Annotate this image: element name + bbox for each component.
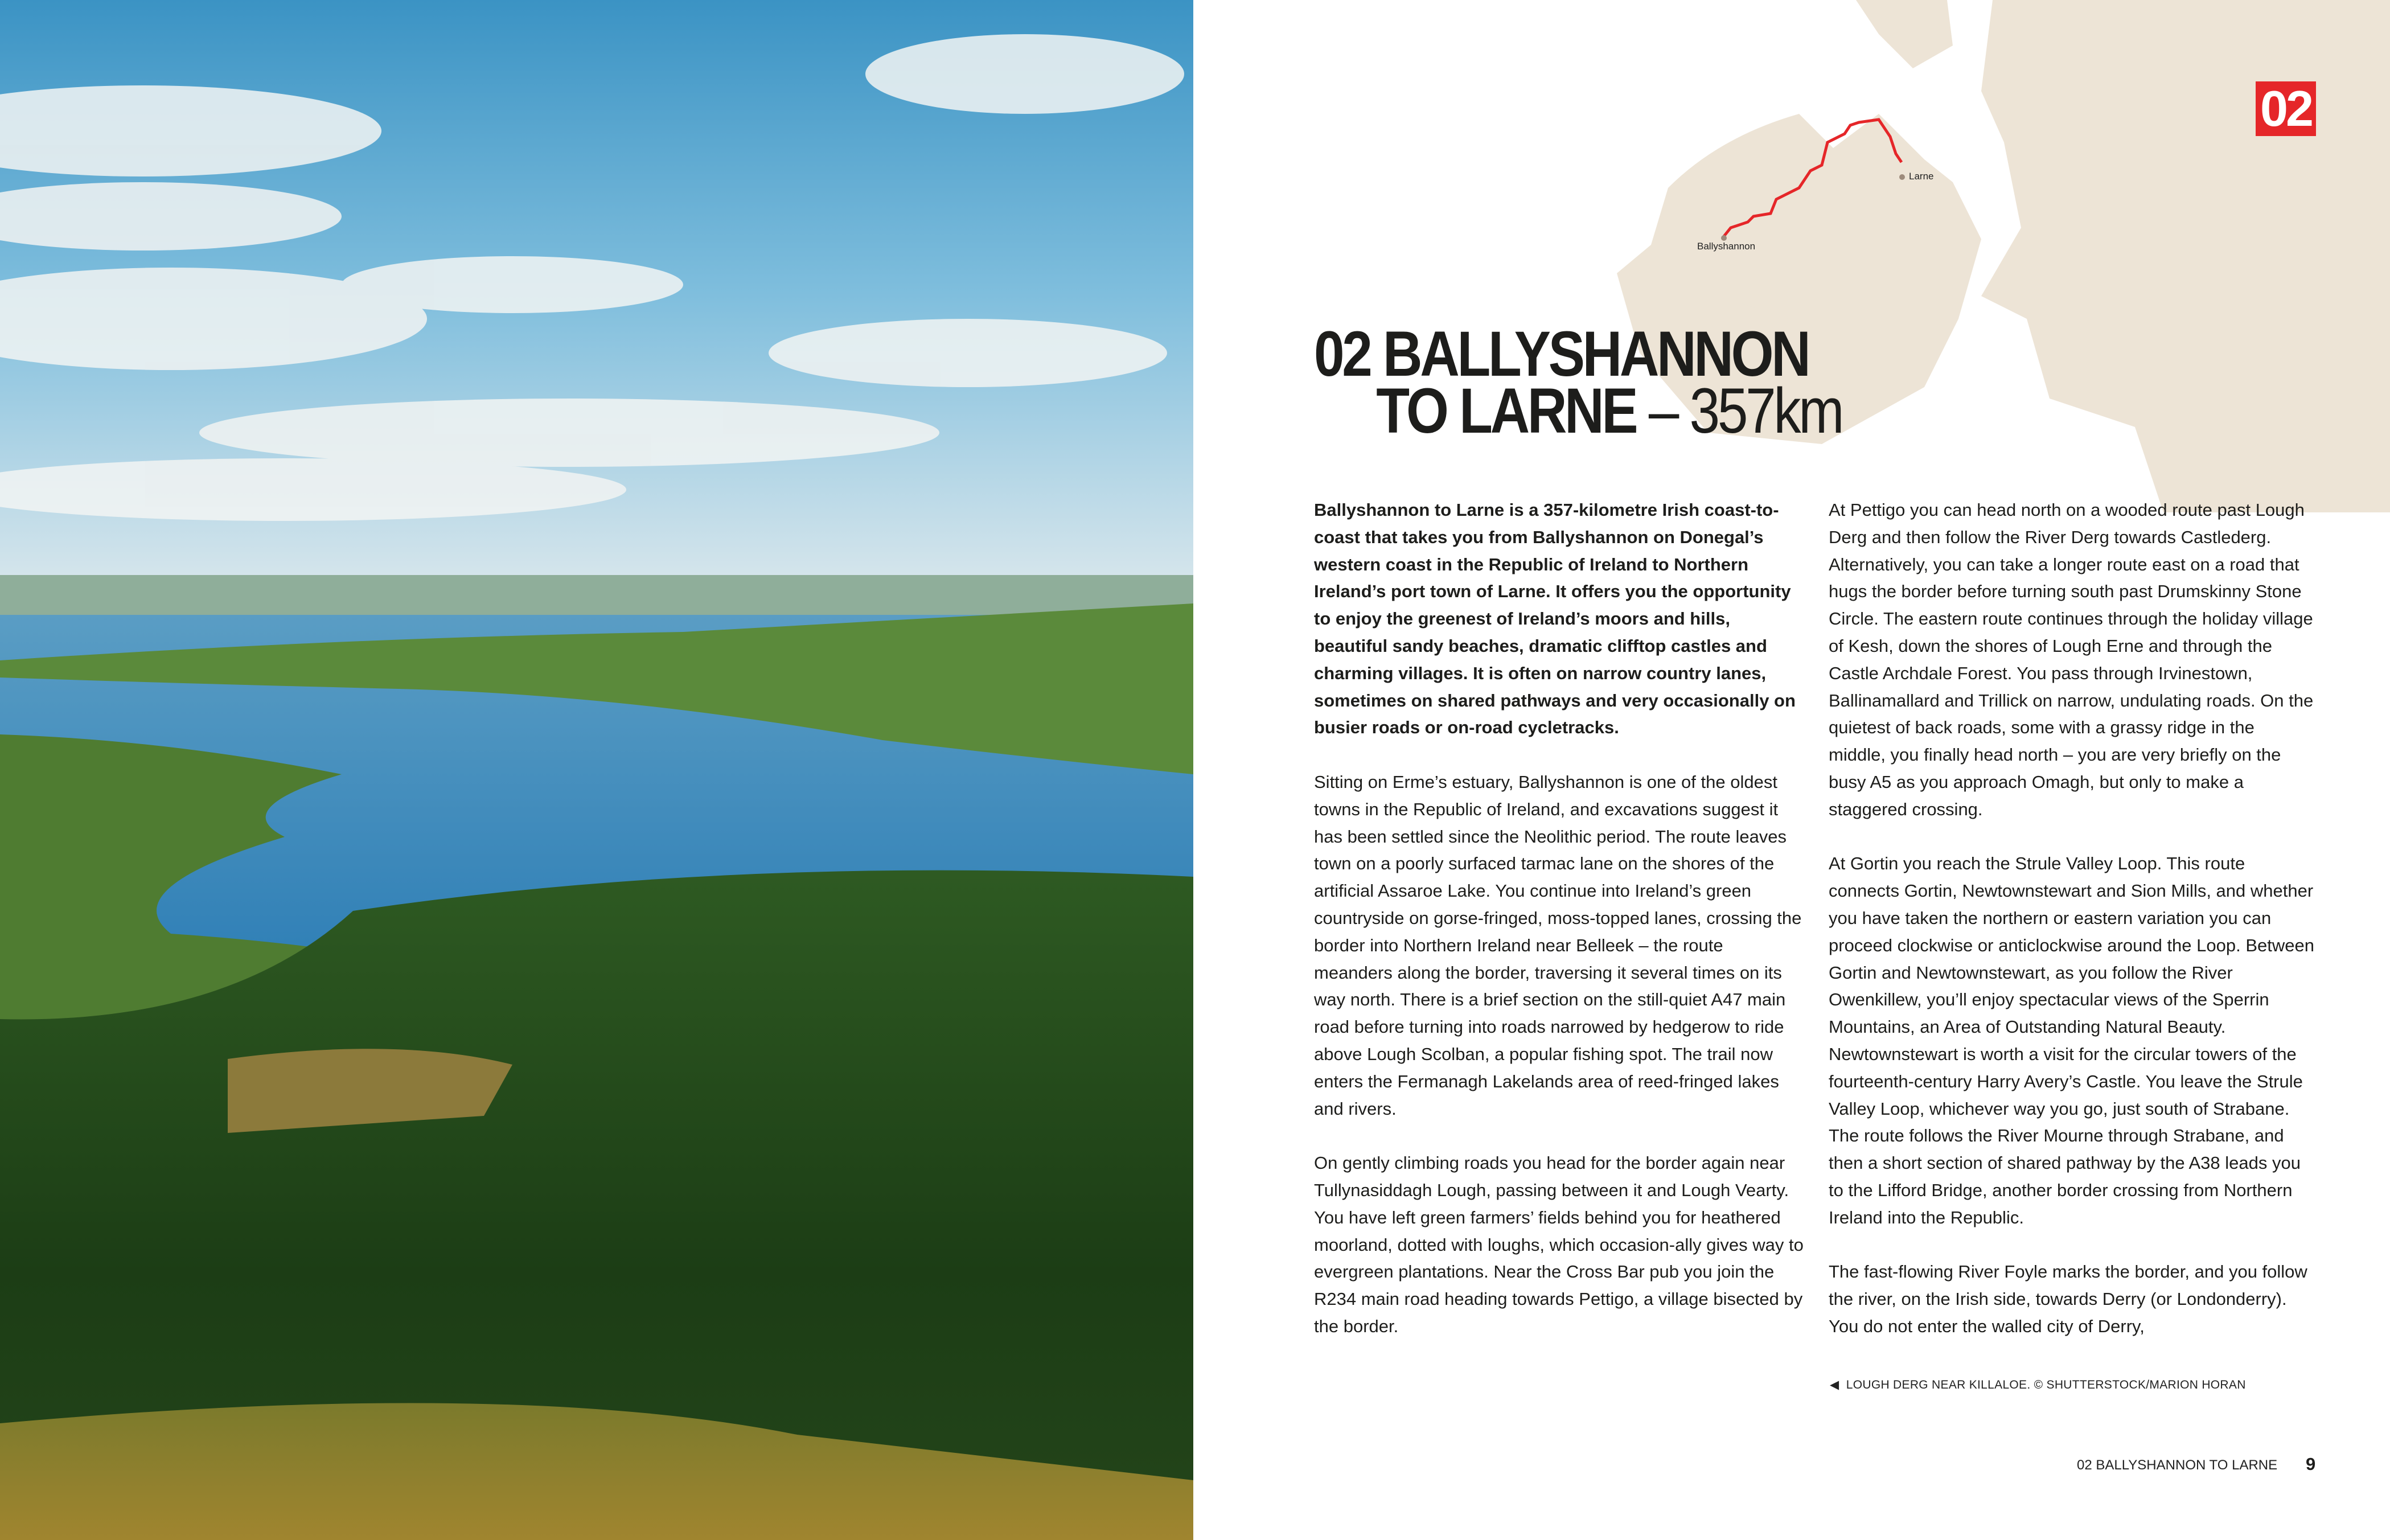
- lead-paragraph: Ballyshannon to Larne is a 357-kilometre Irish coast-to-coast that takes you from Ballyshannon on Donegal’s western coast in the Republic of Ireland to Northern Ireland’s port town of Larne. It offers you the opportunity to enjoy the greenest of Ireland’s moors and hills, beautiful sandy beaches, dramatic clifftop castles and charming villages. It is often on narrow country lanes, sometimes on shared pathways and very occasionally on busier roads or on-road cycletracks.: [1314, 500, 1796, 738]
- caption-text: LOUGH DERG NEAR KILLALOE. © SHUTTERSTOCK/MARION HORAN: [1846, 1378, 2246, 1391]
- arrow-left-icon: ◀: [1830, 1378, 1839, 1391]
- paragraph: On gently climbing roads you head for the border again near Tullynasiddagh Lough, passing between it and Lough Vearty. You have left green farmers’ fields behind you for heathered moorland, dotted with loughs, which occasion-ally gives way to evergreen plantations. Near the Cross Bar pub you join the R234 main road heading towards Pettigo, a village bisected by the border.: [1314, 1153, 1804, 1336]
- running-head: 02 BALLYSHANNON TO LARNE: [2077, 1457, 2278, 1473]
- title-distance: – 357km: [1648, 375, 1842, 446]
- lough-derg-photo: [0, 0, 1193, 1540]
- paragraph: At Pettigo you can head north on a wooded route past Lough Derg and then follow the River Derg towards Castlederg. Alternatively, you can take a longer route east on a road that hugs the border before turning south past Drumskinny Stone Circle. The eastern route continues through the holiday village of Kesh, down the shores of Lough Erne and through the Castle Archdale Forest. You pass through Irvinestown, Ballinamallard and Trillick on narrow, undulating roads. On the quietest of back roads, some with a grassy ridge in the middle, you finally head north – you are very briefly on the busy A5 as you approach Omagh, but only to make a staggered crossing.: [1829, 500, 2314, 819]
- paragraph: At Gortin you reach the Strule Valley Loop. This route connects Gortin, Newtownstewart and Sion Mills, and whether you have taken the northern or eastern variation you can proceed clockwise or anticlockwise around the Loop. Between Gortin and Newtownstewart, as you follow the River Owenkillew, you’ll enjoy spectacular views of the Sperrin Mountains, an Area of Outstanding Natural Beauty. Newtownstewart is worth a visit for the circular towers of the fourteenth-century Harry Avery’s Castle. You leave the Strule Valley Loop, whichever way you go, just south of Strabane. The route follows the River Mourne through Strabane, and then a short section of shared pathway by the A38 leads you to the Lifford Bridge, another border crossing from Northern Ireland into the Republic.: [1829, 853, 2314, 1227]
- page-title: [1314, 318, 1842, 446]
- title-line-2: TO LARNE: [1376, 375, 1636, 446]
- map-label-ballyshannon: Ballyshannon: [1697, 241, 1756, 252]
- page-number: 9: [2306, 1454, 2316, 1474]
- body-column-right: [1829, 496, 2315, 1367]
- body-column-left: [1314, 496, 1804, 1367]
- chapter-badge: 02: [2256, 81, 2316, 136]
- title-line-1: 02 BALLYSHANNON: [1314, 318, 1809, 389]
- map-label-larne: Larne: [1909, 171, 1934, 182]
- paragraph: Sitting on Erme’s estuary, Ballyshannon is one of the oldest towns in the Republic of Ireland, and excavations suggest it has been settled since the Neolithic period. The route leaves town on a poorly surfaced tarmac lane on the shores of the artificial Assaroe Lake. You continue into Ireland’s green countryside on gorse-fringed, moss-topped lanes, crossing the border into Northern Ireland near Belleek – the route meanders along the border, traversing it several times on its way north. There is a brief section on the still-quiet A47 main road before turning into roads narrowed by hedgerow to ride above Lough Scolban, a popular fishing spot. The trail now enters the Fermanagh Lakelands area of reed-fringed lakes and rivers.: [1314, 771, 1802, 1119]
- paragraph: The fast-flowing River Foyle marks the border, and you follow the river, on the Irish side, towards Derry (or Londonderry). You do not enter the walled city of Derry,: [1829, 1262, 2307, 1336]
- photo-caption: [1830, 1378, 2246, 1392]
